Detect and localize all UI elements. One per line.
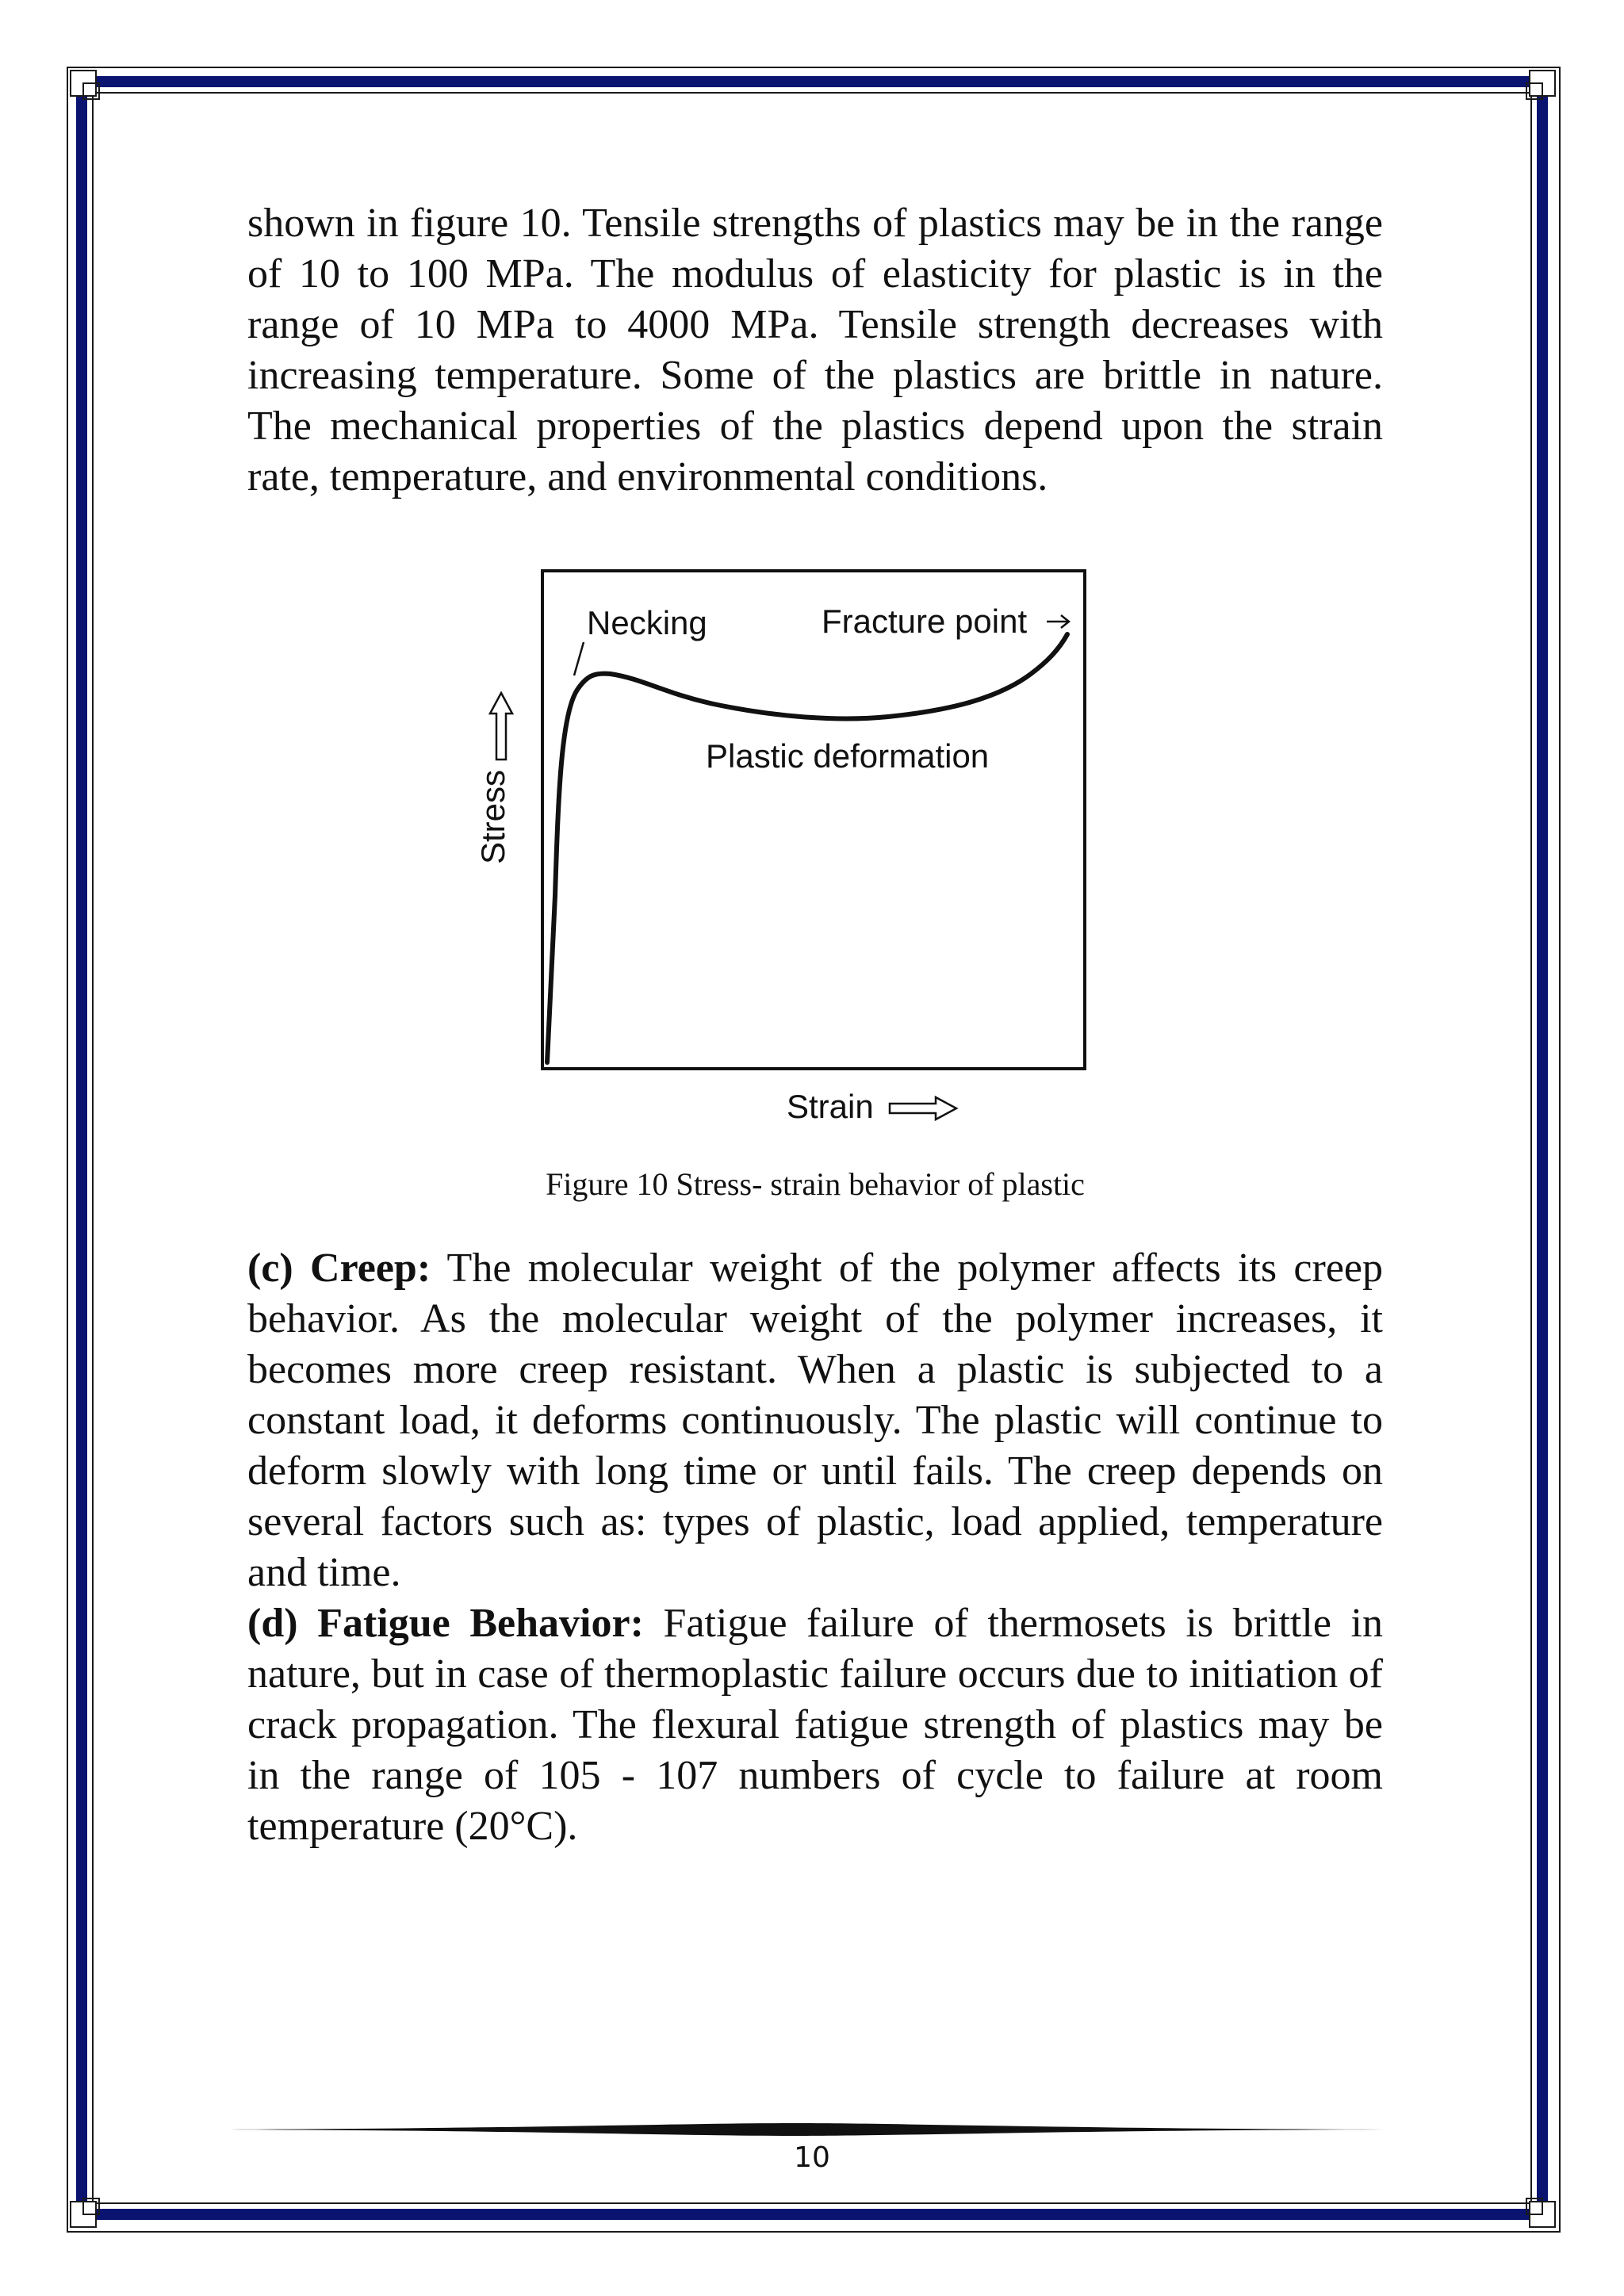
figure-caption: Figure 10 Stress- strain behavior of plastic (546, 1166, 1085, 1202)
necking-label: Necking (587, 604, 707, 641)
corner-ornament-bottom-right (1521, 2193, 1559, 2231)
page-number: 10 (794, 2141, 830, 2174)
intro-paragraph-text: shown in figure 10. Tensile strengths of plastics may be in the range of 10 to 100 MPa. The modulus of elasticity for plastic is in the range of 10 MPa to 4000 MPa. Tensile strength decreases with increasing temperature. Some of the plastics are brittle in nature. The mechanical properties of the plastics depend upon the strain rate, temperature, and environmental conditions. (247, 201, 1383, 499)
fatigue-text: Fatigue failure of thermosets is brittle in nature, but in case of thermoplastic failure occurs due to initiation of crack propagation. The flexural fatigue strength of plastics may be in the range of 105 - 107 numbers of cycle to failure at room temperature (20°C). (247, 1601, 1384, 1849)
corner-ornament-top-right (1521, 65, 1559, 103)
fatigue-heading: (d) Fatigue Behavior: (247, 1601, 644, 1646)
corner-ornament-top-left (65, 65, 103, 103)
y-axis-label: Stress (476, 769, 511, 864)
x-axis-label: Strain (787, 1088, 874, 1125)
x-axis-arrow (890, 1097, 956, 1119)
creep-heading: (c) Creep: (247, 1246, 431, 1291)
body-sections (247, 1243, 1383, 1852)
plastic-deformation-label: Plastic deformation (706, 737, 990, 775)
creep-paragraph (247, 1243, 1383, 1598)
fracture-point-label: Fracture point (822, 603, 1028, 640)
stress-strain-figure (476, 555, 1110, 1142)
plot-frame (542, 571, 1085, 1069)
stress-strain-diagram (476, 555, 1110, 1142)
y-axis-arrow (490, 693, 512, 760)
fatigue-paragraph (247, 1598, 1383, 1852)
footer-rule (203, 2122, 1383, 2137)
intro-paragraph (247, 198, 1383, 503)
corner-ornament-bottom-left (65, 2193, 103, 2231)
creep-text: The molecular weight of the polymer affects its creep behavior. As the molecular weight of the polymer increases, it becomes more creep resistant. When a plastic is subjected to a constant load, it deforms continuously. The plastic will continue to deform slowly with long time or until fails. The creep depends on several factors such as: types of plastic, load applied, temperature and time. (247, 1246, 1383, 1595)
